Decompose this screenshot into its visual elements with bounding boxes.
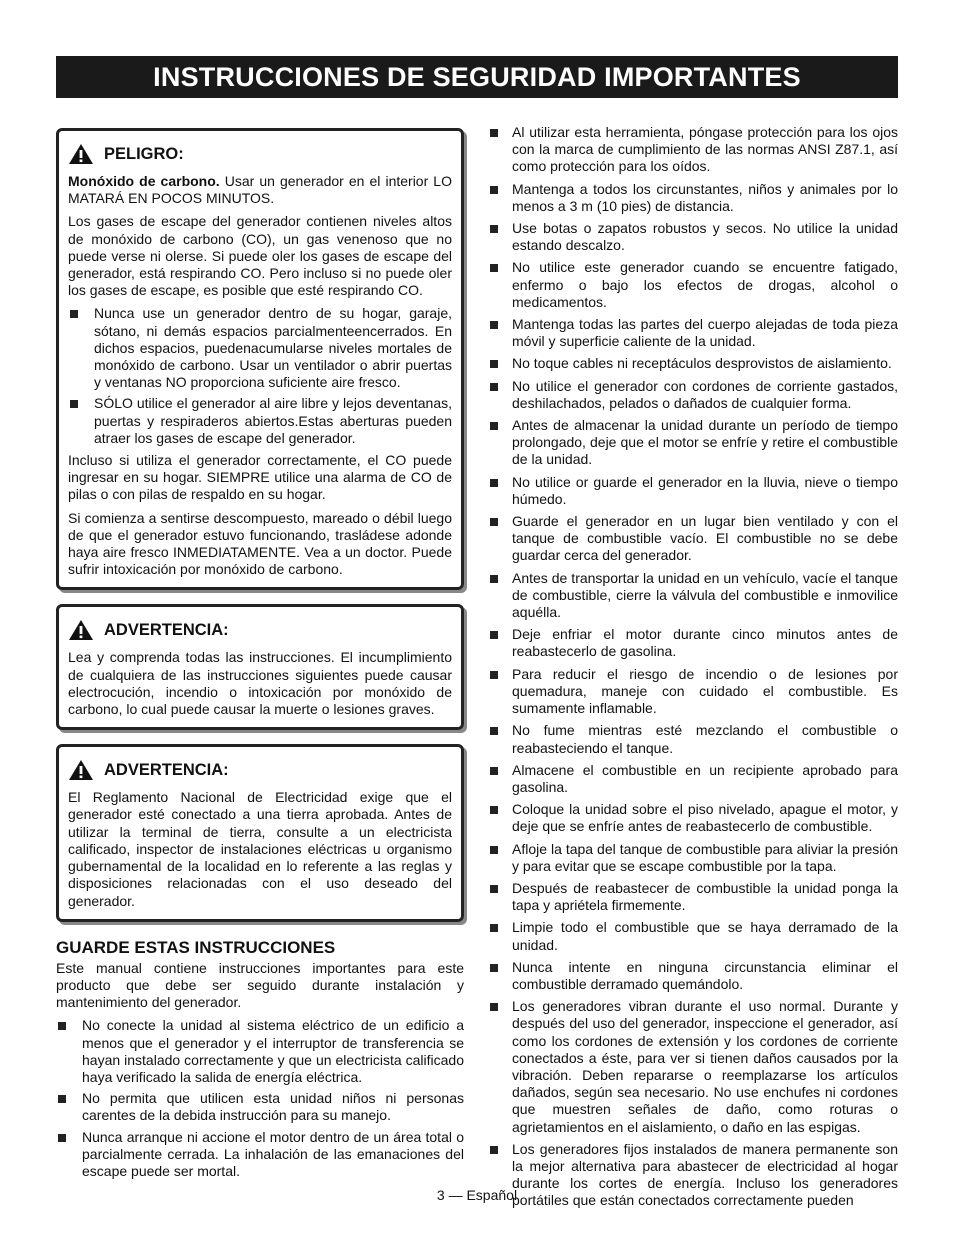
save-instructions-heading: GUARDE ESTAS INSTRUCCIONES bbox=[56, 937, 336, 957]
list-item: Coloque la unidad sobre el piso nivelado, apague el motor, y deje que se enfríe antes de reabastecerlo de combustible. bbox=[490, 801, 898, 835]
list-item: Antes de transportar la unidad en un vehículo, vacíe el tanque de combustible, cierre la válvula del combustible e inmovilice aquélla. bbox=[490, 570, 898, 622]
list-item: Después de reabastecer de combustible la unidad ponga la tapa y apriétela firmemente. bbox=[490, 880, 898, 914]
list-item: No conecte la unidad al sistema eléctrico de un edificio a menos que el generador y el interruptor de transferencia se hayan instalado correctamente y que un electricista calificado haya verificado la salida de energía eléctrica. bbox=[56, 1017, 464, 1086]
list-item: Los generadores fijos instalados de manera permanente son la mejor alternativa para abastecer de electricidad al hogar durante los cortes de energía. Incluso los generadores portátiles que están conectados correctamente pueden bbox=[490, 1141, 898, 1210]
list-item: No utilice el generador con cordones de corriente gastados, deshilachados, pelados o dañados de cualquier forma. bbox=[490, 378, 898, 412]
danger-lead-text: Usar un generador en el interior LO MATARÁ EN POCOS MINUTOS. bbox=[68, 173, 452, 207]
list-item: Antes de almacenar la unidad durante un período de tiempo prolongado, deje que el motor se enfríe y retire el combustible de la unidad. bbox=[490, 417, 898, 469]
safety-bullet-list bbox=[490, 124, 898, 1210]
list-item: Almacene el combustible en un recipiente aprobado para gasolina. bbox=[490, 762, 898, 796]
save-bullet-list bbox=[56, 1017, 464, 1180]
warning-triangle-icon bbox=[68, 619, 94, 641]
danger-lead-bold: Monóxido de carbono. bbox=[68, 173, 220, 189]
list-item: Nunca use un generador dentro de su hogar, garaje, sótano, ni demás espacios parcialmenteencerrados. En dichos espacios, puedenacumularse niveles mortales de monóxido de carbono. Usar un ventilador o abrir puertas y ventanas NO proporciona suficiente aire fresco. bbox=[68, 305, 452, 391]
right-column bbox=[490, 124, 898, 1215]
danger-bullet-list bbox=[68, 305, 452, 447]
list-item: Guarde el generador en un lugar bien ventilado y con el tanque de combustible vacío. El combustible no se debe guardar cerca del generador. bbox=[490, 513, 898, 565]
list-item: No permita que utilicen esta unidad niños ni personas carentes de la debida instrucción para su manejo. bbox=[56, 1090, 464, 1124]
list-item: Deje enfriar el motor durante cinco minutos antes de reabastecerlo de gasolina. bbox=[490, 626, 898, 660]
list-item: No utilice or guarde el generador en la lluvia, nieve o tiempo húmedo. bbox=[490, 474, 898, 508]
danger-paragraph-3: Si comienza a sentirse descompuesto, mareado o débil luego de que el generador estuvo funcionando, trasládese adonde haya aire fresco INMEDIATAMENTE. Vea a un doctor. Puede sufrir intoxicación por monóxido de carbono. bbox=[68, 509, 452, 578]
warning-triangle-icon bbox=[68, 143, 94, 165]
list-item: No fume mientras esté mezclando el combustible o reabasteciendo el tanque. bbox=[490, 722, 898, 756]
list-item: Los generadores vibran durante el uso normal. Durante y después del uso del generador, inspeccione el generador, así como los cordones de extensión y los cordones de corriente conectados a éste, para ver si tienen daños causados por la vibración. Deben repararse o reemplazarse los artículos dañados, según sea necesario. No use enchufes ni cordones que muestren señales de daño, como roturas o agrietamientos en el aislamiento, o daño en las espigas. bbox=[490, 998, 898, 1136]
warning-text-2: El Reglamento Nacional de Electricidad exige que el generador esté conectado a una tierra aprobada. Antes de utilizar la terminal de tierra, consulte a un electricista calificado, inspector de instalaciones eléctricas u organismo gubernamental de la localidad en lo referente a las reglas y disposiciones relacionadas con el uso deseado del generador. bbox=[68, 789, 452, 909]
warning-box-1 bbox=[56, 604, 464, 730]
list-item: Nunca arranque ni accione el motor dentro de un área total o parcialmente cerrada. La inhalación de las emanaciones del escape puede ser mortal. bbox=[56, 1129, 464, 1181]
list-item: Mantenga todas las partes del cuerpo alejadas de toda pieza móvil y superficie caliente de la unidad. bbox=[490, 316, 898, 350]
list-item: Nunca intente en ninguna circunstancia eliminar el combustible derramado quemándolo. bbox=[490, 959, 898, 993]
list-item: Al utilizar esta herramienta, póngase protección para los ojos con la marca de cumplimiento de las normas ANSI Z87.1, así como protección para los oídos. bbox=[490, 124, 898, 176]
left-column bbox=[56, 128, 464, 1185]
list-item: Limpie todo el combustible que se haya derramado de la unidad. bbox=[490, 919, 898, 953]
danger-paragraph-1: Los gases de escape del generador contienen niveles altos de monóxido de carbono (CO), un gas venenoso que no puede verse ni olerse. Si puede oler los gases de escape del generador, está respirando CO. Pero incluso si no puede oler los gases de escape, es posible que esté respirando CO. bbox=[68, 213, 452, 299]
save-instructions-intro: Este manual contiene instrucciones importantes para este producto que debe ser seguido durante instalación y mantenimiento del generador. bbox=[56, 959, 464, 1011]
warning-text-1: Lea y comprenda todas las instrucciones. El incumplimiento de cualquiera de las instrucciones siguientes puede causar electrocución, incendio o intoxicación por monóxido de carbono, lo cual puede causar la muerte o lesiones graves. bbox=[68, 649, 452, 718]
danger-box bbox=[56, 128, 464, 590]
warning-box-2 bbox=[56, 744, 464, 921]
list-item: Use botas o zapatos robustos y secos. No utilice la unidad estando descalzo. bbox=[490, 220, 898, 254]
danger-lead bbox=[68, 173, 452, 207]
list-item: Afloje la tapa del tanque de combustible para aliviar la presión y para evitar que se escape combustible por la tapa. bbox=[490, 841, 898, 875]
list-item: No toque cables ni receptáculos desprovistos de aislamiento. bbox=[490, 355, 898, 372]
warning-header-1 bbox=[68, 619, 452, 641]
list-item: Mantenga a todos los circunstantes, niños y animales por lo menos a 3 m (10 pies) de distancia. bbox=[490, 181, 898, 215]
danger-header bbox=[68, 143, 452, 165]
warning-header-2 bbox=[68, 759, 452, 781]
danger-paragraph-2: Incluso si utiliza el generador correctamente, el CO puede ingresar en su hogar. SIEMPRE utilice una alarma de CO de pilas o con pilas de respaldo en su hogar. bbox=[68, 452, 452, 503]
page-number: 3 — Español bbox=[436, 1187, 518, 1203]
warning-title-1: ADVERTENCIA: bbox=[104, 620, 229, 639]
list-item: SÓLO utilice el generador al aire libre y lejos deventanas, puertas y respiraderos abiertos.Estas aberturas pueden atraer los gases de escape del generador. bbox=[68, 395, 452, 447]
list-item: Para reducir el riesgo de incendio o de lesiones por quemadura, maneje con cuidado el combustible. Es sumamente inflamable. bbox=[490, 666, 898, 718]
list-item: No utilice este generador cuando se encuentre fatigado, enfermo o bajo los efectos de drogas, alcohol o medicamentos. bbox=[490, 259, 898, 311]
warning-title-2: ADVERTENCIA: bbox=[104, 760, 229, 779]
warning-triangle-icon bbox=[68, 759, 94, 781]
danger-title: PELIGRO: bbox=[104, 144, 184, 163]
page-title: INSTRUCCIONES DE SEGURIDAD IMPORTANTES bbox=[56, 56, 898, 98]
